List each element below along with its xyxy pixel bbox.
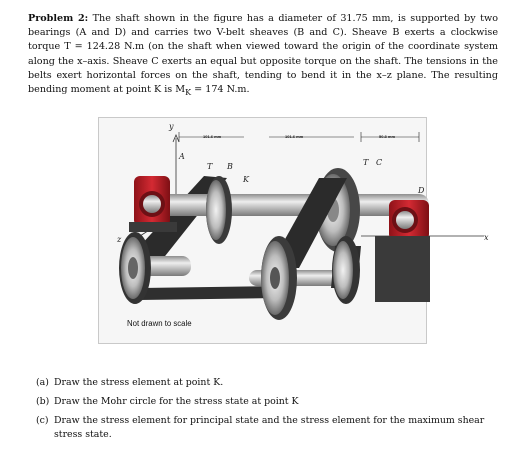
label-y: y [169, 122, 174, 131]
label-k: K [243, 175, 249, 184]
shaft [139, 194, 429, 216]
bearing-a [129, 176, 177, 232]
label-b: B [227, 162, 233, 171]
left-pulley [119, 232, 151, 304]
sheave-b [206, 176, 232, 244]
label-t1: T [207, 162, 213, 171]
label-d: D [418, 186, 425, 195]
label-c: C [376, 158, 383, 167]
figure-note: Not drawn to scale [127, 319, 192, 328]
dimension-3: 50.8 mm [379, 134, 396, 139]
mk-subscript: K [185, 87, 192, 97]
question-b: (b) Draw the Mohr circle for the stress state at point K [36, 396, 299, 408]
problem-text: The shaft shown in the figure has a diameter of 31.75 mm, is supported by two bearings (A and D) and carries two V-belt sheaves (B and C). Sheave B exerts a clockwise torque T = 124.28 N.m (on the shaft when viewed toward the origin of the coordinate system along the x–axis. Sheave C exerts an equal but opposite torque on the shaft. The tensions in the belts exert horizontal forces on the shaft, tending to bend it in the x–z plane. The resulting bending moment at point K is M [28, 13, 498, 96]
label-a: A [179, 152, 185, 161]
dimension-1: 101.6 mm [203, 134, 222, 139]
label-x: x [484, 233, 489, 242]
shaft-illustration [99, 118, 426, 343]
problem-heading: Problem 2: [28, 13, 89, 24]
shaft-figure [98, 117, 489, 344]
question-c: (c) Draw the stress element for principal state and the stress element for the maximum shear stress state. [36, 415, 485, 440]
problem-text-end: = 174 N.m. [191, 84, 250, 96]
label-t2: T [363, 158, 369, 167]
dimension-2: 101.6 mm [285, 134, 304, 139]
problem-statement [28, 12, 498, 100]
question-list [36, 376, 501, 447]
right-pulley [332, 236, 360, 304]
label-z: z [117, 235, 122, 244]
question-a: (a) Draw the stress element at point K. [36, 377, 224, 388]
